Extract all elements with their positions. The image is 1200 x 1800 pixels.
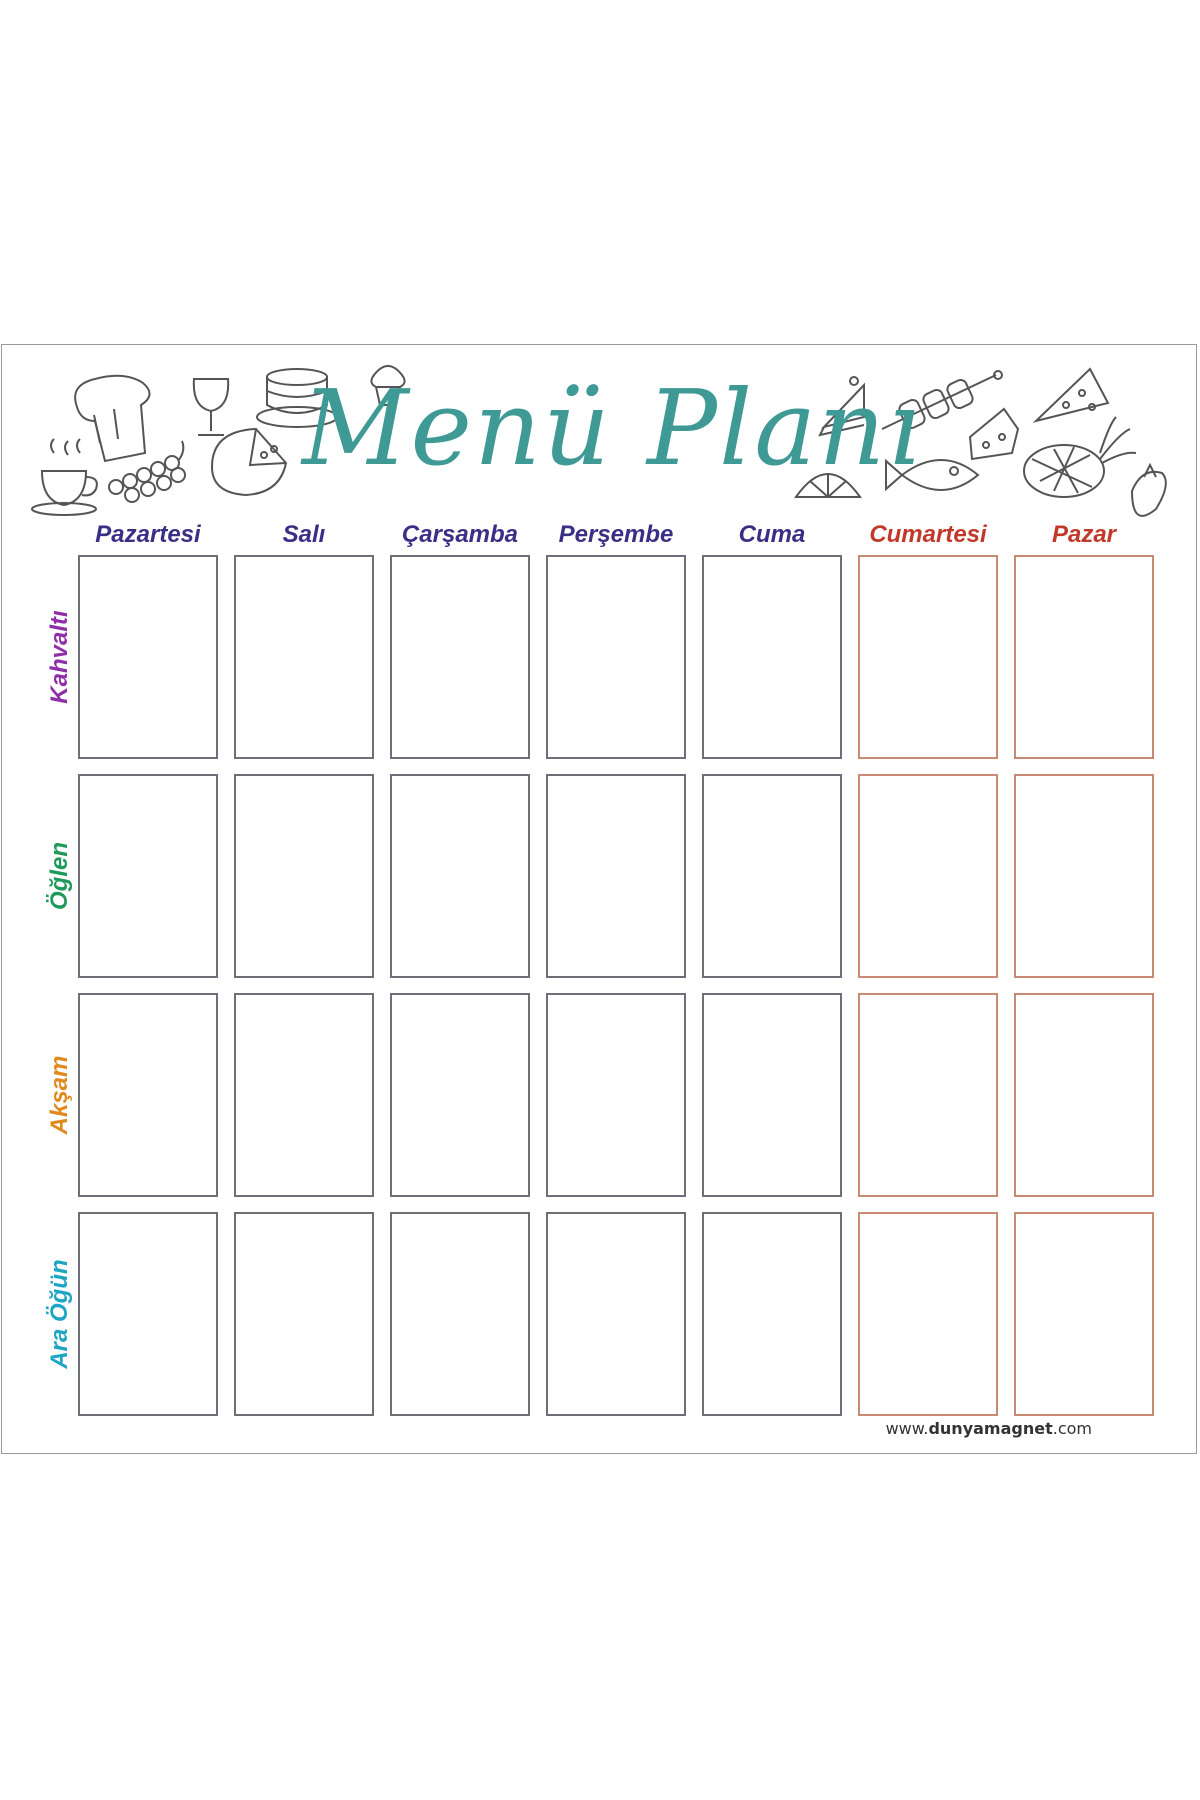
day-header: Perşembe <box>558 521 674 548</box>
day-header: Pazar <box>1051 521 1117 548</box>
footer-suffix: .com <box>1052 1419 1092 1438</box>
menu-plan-board <box>1 344 1197 1454</box>
footer-prefix: www. <box>885 1419 929 1438</box>
menu-cell[interactable] <box>546 993 686 1197</box>
wine-glass-icon <box>194 379 228 435</box>
menu-cell[interactable] <box>702 555 842 759</box>
pineapple-icon <box>1024 417 1136 497</box>
menu-cell[interactable] <box>78 555 218 759</box>
menu-cell[interactable] <box>546 774 686 978</box>
menu-cell[interactable] <box>1014 555 1154 759</box>
cheese-wheel-icon <box>212 429 286 495</box>
menu-cell[interactable] <box>78 774 218 978</box>
menu-cell[interactable] <box>390 555 530 759</box>
pizza-slice-icon <box>1036 369 1108 421</box>
grapes-icon <box>109 441 185 502</box>
menu-cell[interactable] <box>234 1212 374 1416</box>
menu-cell[interactable] <box>858 993 998 1197</box>
menu-cell[interactable] <box>546 555 686 759</box>
meal-label-text: Akşam <box>46 1055 73 1135</box>
menu-cell[interactable] <box>702 774 842 978</box>
menu-cell[interactable] <box>702 1212 842 1416</box>
meal-label-text: Ara Öğün <box>46 1259 73 1369</box>
day-header: Pazartesi <box>95 521 201 548</box>
tea-cup-icon <box>32 439 97 515</box>
menu-cell[interactable] <box>702 993 842 1197</box>
strawberry-icon <box>1132 465 1166 516</box>
website-footer <box>886 1419 1092 1438</box>
menu-cell[interactable] <box>78 1212 218 1416</box>
menu-cell[interactable] <box>858 555 998 759</box>
meal-label-text: Öğlen <box>46 841 73 911</box>
menu-cell[interactable] <box>234 993 374 1197</box>
footer-domain: dunyamagnet <box>928 1419 1053 1438</box>
menu-cell[interactable] <box>1014 774 1154 978</box>
day-header: Cuma <box>738 521 806 548</box>
menu-cell[interactable] <box>234 774 374 978</box>
menu-cell[interactable] <box>858 774 998 978</box>
menu-cell[interactable] <box>234 555 374 759</box>
menu-cell[interactable] <box>858 1212 998 1416</box>
menu-cell[interactable] <box>1014 993 1154 1197</box>
day-header: Salı <box>282 521 326 548</box>
menu-cell[interactable] <box>390 993 530 1197</box>
menu-cell[interactable] <box>546 1212 686 1416</box>
menu-cell[interactable] <box>390 774 530 978</box>
page-title: Menü Planı <box>302 367 923 489</box>
menu-cell[interactable] <box>390 1212 530 1416</box>
cheese-slice-icon <box>970 409 1018 459</box>
meal-label-text: Kahvaltı <box>46 610 73 704</box>
menu-cell[interactable] <box>1014 1212 1154 1416</box>
day-header: Çarşamba <box>401 521 519 548</box>
toast-icon <box>75 376 149 461</box>
day-header: Cumartesi <box>869 521 987 548</box>
menu-cell[interactable] <box>78 993 218 1197</box>
